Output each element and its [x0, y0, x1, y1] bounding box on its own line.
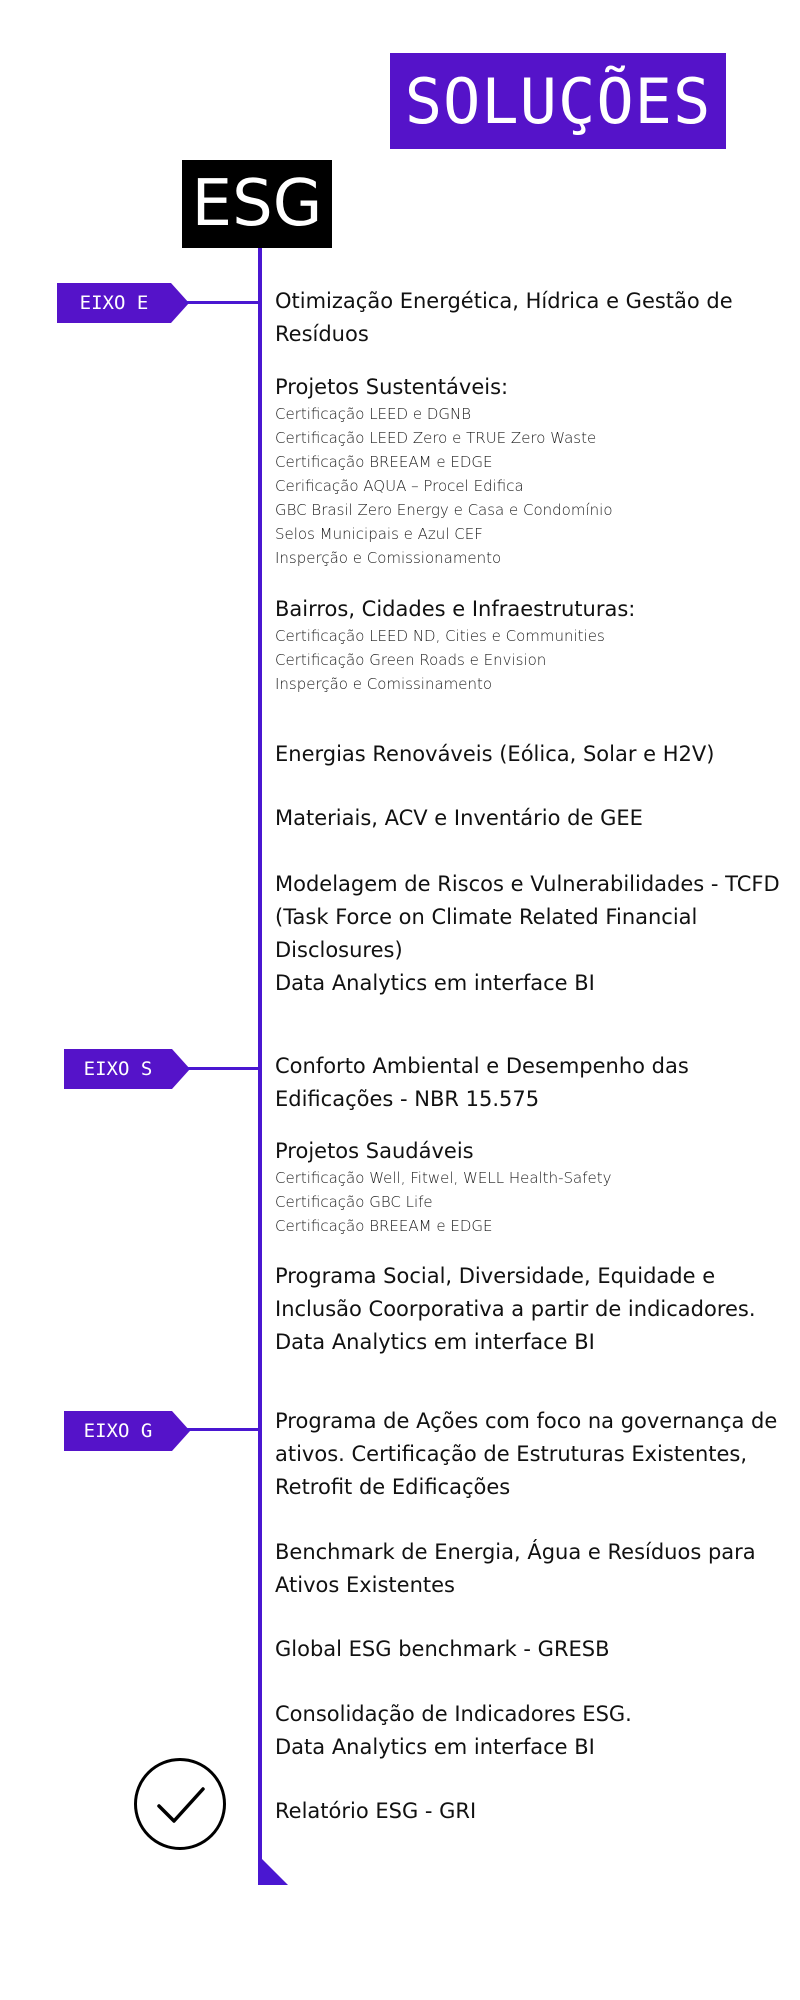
item-line: Programa Social, Diversidade, Equidade e	[275, 1264, 716, 1288]
axis-connector-e	[185, 301, 260, 304]
timeline-end-arrow	[258, 1855, 288, 1885]
item-line: Benchmark de Energia, Água e Resíduos para	[275, 1540, 756, 1564]
item-bairros-cidades	[275, 594, 795, 696]
item-line: Programa de Ações com foco na governança de	[275, 1409, 778, 1433]
item-conforto-ambiental	[275, 1050, 795, 1116]
item-line: Data Analytics em interface BI	[275, 971, 595, 995]
item-line: Disclosures)	[275, 938, 403, 962]
item-line: Retrofit de Edificações	[275, 1475, 511, 1499]
item-line: Data Analytics em interface BI	[275, 1735, 595, 1759]
item-modelagem-riscos	[275, 868, 795, 1000]
item-sub: Certificação BREEAM e EDGE	[275, 1217, 493, 1235]
item-programa-social	[275, 1260, 795, 1359]
item-sub: Certificação BREEAM e EDGE	[275, 453, 493, 471]
item-sub: Insperção e Comissinamento	[275, 675, 493, 693]
item-sub: Certificação LEED e DGNB	[275, 405, 472, 423]
item-sub: Certificação Green Roads e Envision	[275, 651, 547, 669]
item-sub: Cerificação AQUA – Procel Edifica	[275, 477, 524, 495]
item-sub: Certificação GBC Life	[275, 1193, 433, 1211]
item-energias-renovaveis	[275, 738, 795, 771]
item-projetos-sustentaveis	[275, 372, 795, 570]
axis-tag-s: EIXO S	[64, 1049, 172, 1089]
item-line: Relatório ESG - GRI	[275, 1799, 477, 1823]
item-materiais	[275, 802, 795, 835]
item-sub: Selos Municipais e Azul CEF	[275, 525, 483, 543]
axis-connector-g	[186, 1428, 260, 1431]
item-line: Edificações - NBR 15.575	[275, 1087, 540, 1111]
item-heading: Projetos Saudáveis	[275, 1139, 474, 1163]
item-consolidacao	[275, 1698, 795, 1764]
item-line: (Task Force on Climate Related Financial	[275, 905, 698, 929]
item-line: ativos. Certificação de Estruturas Existentes,	[275, 1442, 748, 1466]
item-sub: Insperção e Comissionamento	[275, 549, 502, 567]
item-gresb	[275, 1633, 795, 1666]
item-otimizacao	[275, 285, 795, 351]
item-projetos-saudaveis	[275, 1136, 795, 1238]
item-line: Modelagem de Riscos e Vulnerabilidades - TCFD	[275, 872, 780, 896]
item-line: Conforto Ambiental e Desempenho das	[275, 1054, 689, 1078]
item-line: Materiais, ACV e Inventário de GEE	[275, 806, 643, 830]
item-line: Ativos Existentes	[275, 1573, 455, 1597]
item-line: Data Analytics em interface BI	[275, 1330, 595, 1354]
axis-tag-g: EIXO G	[64, 1411, 172, 1451]
item-heading: Bairros, Cidades e Infraestruturas:	[275, 597, 636, 621]
timeline-line	[258, 248, 262, 1880]
item-programa-governanca	[275, 1405, 795, 1504]
item-sub: Certificação LEED Zero e TRUE Zero Waste	[275, 429, 597, 447]
item-benchmark-energia	[275, 1536, 795, 1602]
item-sub: GBC Brasil Zero Energy e Casa e Condomínio	[275, 501, 613, 519]
item-heading: Projetos Sustentáveis:	[275, 375, 509, 399]
item-line: Otimização Energética, Hídrica e Gestão de	[275, 289, 733, 313]
esg-subtitle: ESG	[182, 160, 332, 248]
item-line: Resíduos	[275, 322, 369, 346]
item-line: Consolidação de Indicadores ESG.	[275, 1702, 632, 1726]
axis-tag-e: EIXO E	[57, 283, 171, 323]
item-line: Global ESG benchmark - GRESB	[275, 1637, 610, 1661]
page-title: SOLUÇÕES	[390, 53, 726, 149]
item-sub: Certificação Well, Fitwel, WELL Health-Safety	[275, 1169, 612, 1187]
item-line: Inclusão Coorporativa a partir de indicadores.	[275, 1297, 756, 1321]
item-sub: Certificação LEED ND, Cities e Communities	[275, 627, 605, 645]
axis-connector-s	[186, 1067, 260, 1070]
item-line: Energias Renováveis (Eólica, Solar e H2V)	[275, 742, 715, 766]
checkmark-icon	[137, 1761, 223, 1847]
item-relatorio-gri	[275, 1795, 795, 1828]
checkmark-circle-icon	[134, 1758, 226, 1850]
